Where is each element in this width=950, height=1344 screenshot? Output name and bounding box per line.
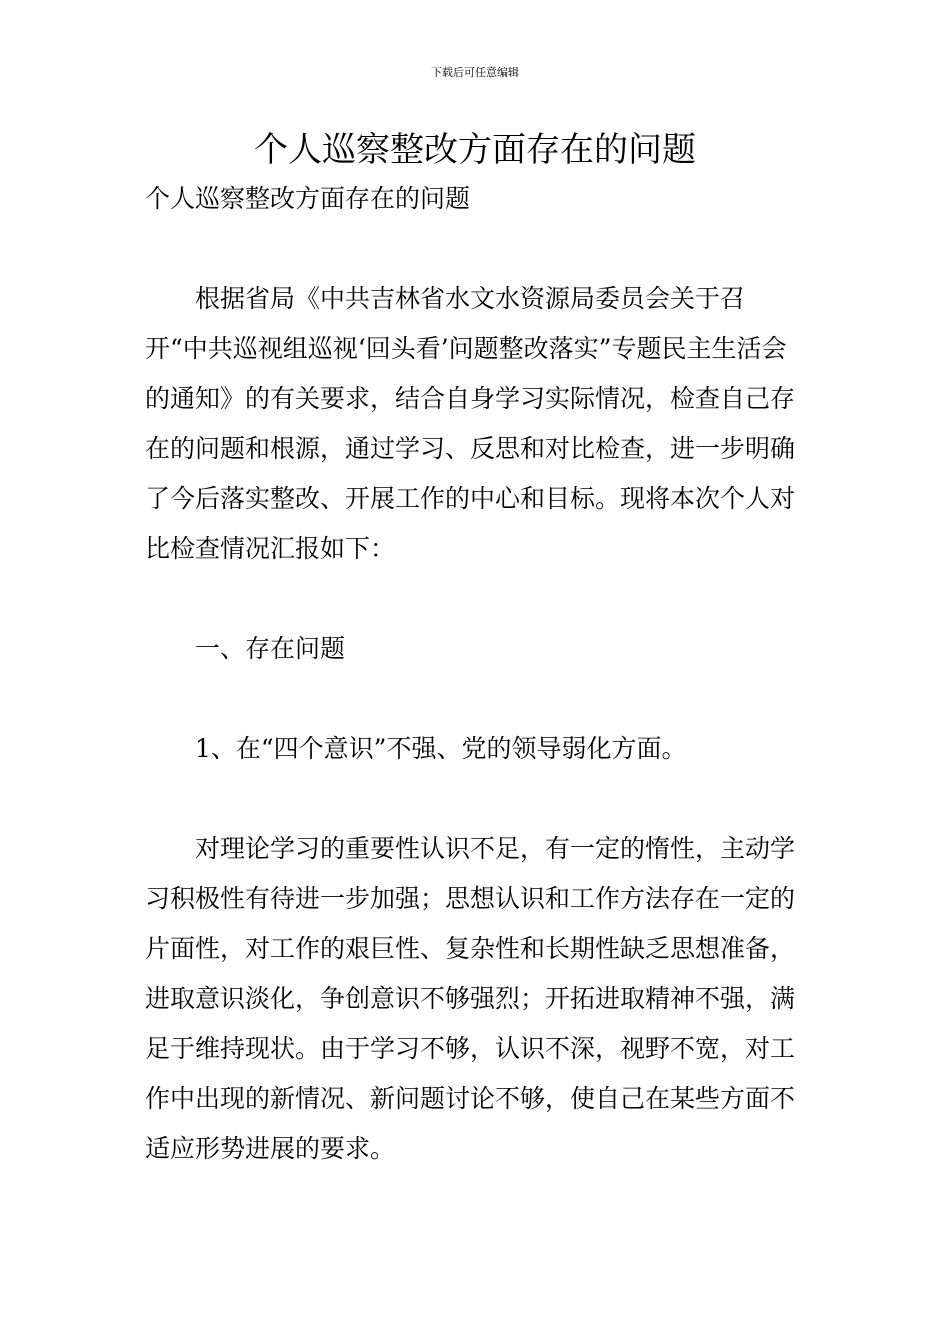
section-heading-problems: 一、存在问题 [195, 634, 346, 663]
document-title: 个人巡察整改方面存在的问题 [254, 130, 696, 170]
paragraph-item-1-body: 对理论学习的重要性认识不足，有一定的惰性，主动学习积极性有待进一步加强；思想认识和工作方法存在一定的片面性，对工作的艰巨性、复杂性和长期性缺乏思想准备，进取意识淡化，争创意识不够强烈；开拓进取精神不强，满足于维持现状。由于学习不够，认识不深，视野不宽，对工作中出现的新情况、新问题讨论不够，使自己在某些方面不适应形势进展的要求。 [145, 834, 796, 1163]
document-subtitle: 个人巡察整改方面存在的问题 [145, 184, 471, 213]
item-heading-1: 1、在“四个意识”不强、党的领导弱化方面。 [195, 734, 687, 763]
header-note: 下载后可任意编辑 [431, 66, 519, 79]
paragraph-intro: 根据省局《中共吉林省水文水资源局委员会关于召开“中共巡视组巡视‘回头看’问题整改落实”专题民主生活会的通知》的有关要求，结合自身学习实际情况，检查自己存在的问题和根源，通过学习、反思和对比检查，进一步明确了今后落实整改、开展工作的中心和目标。现将本次个人对比检查情况汇报如下： [145, 284, 796, 563]
